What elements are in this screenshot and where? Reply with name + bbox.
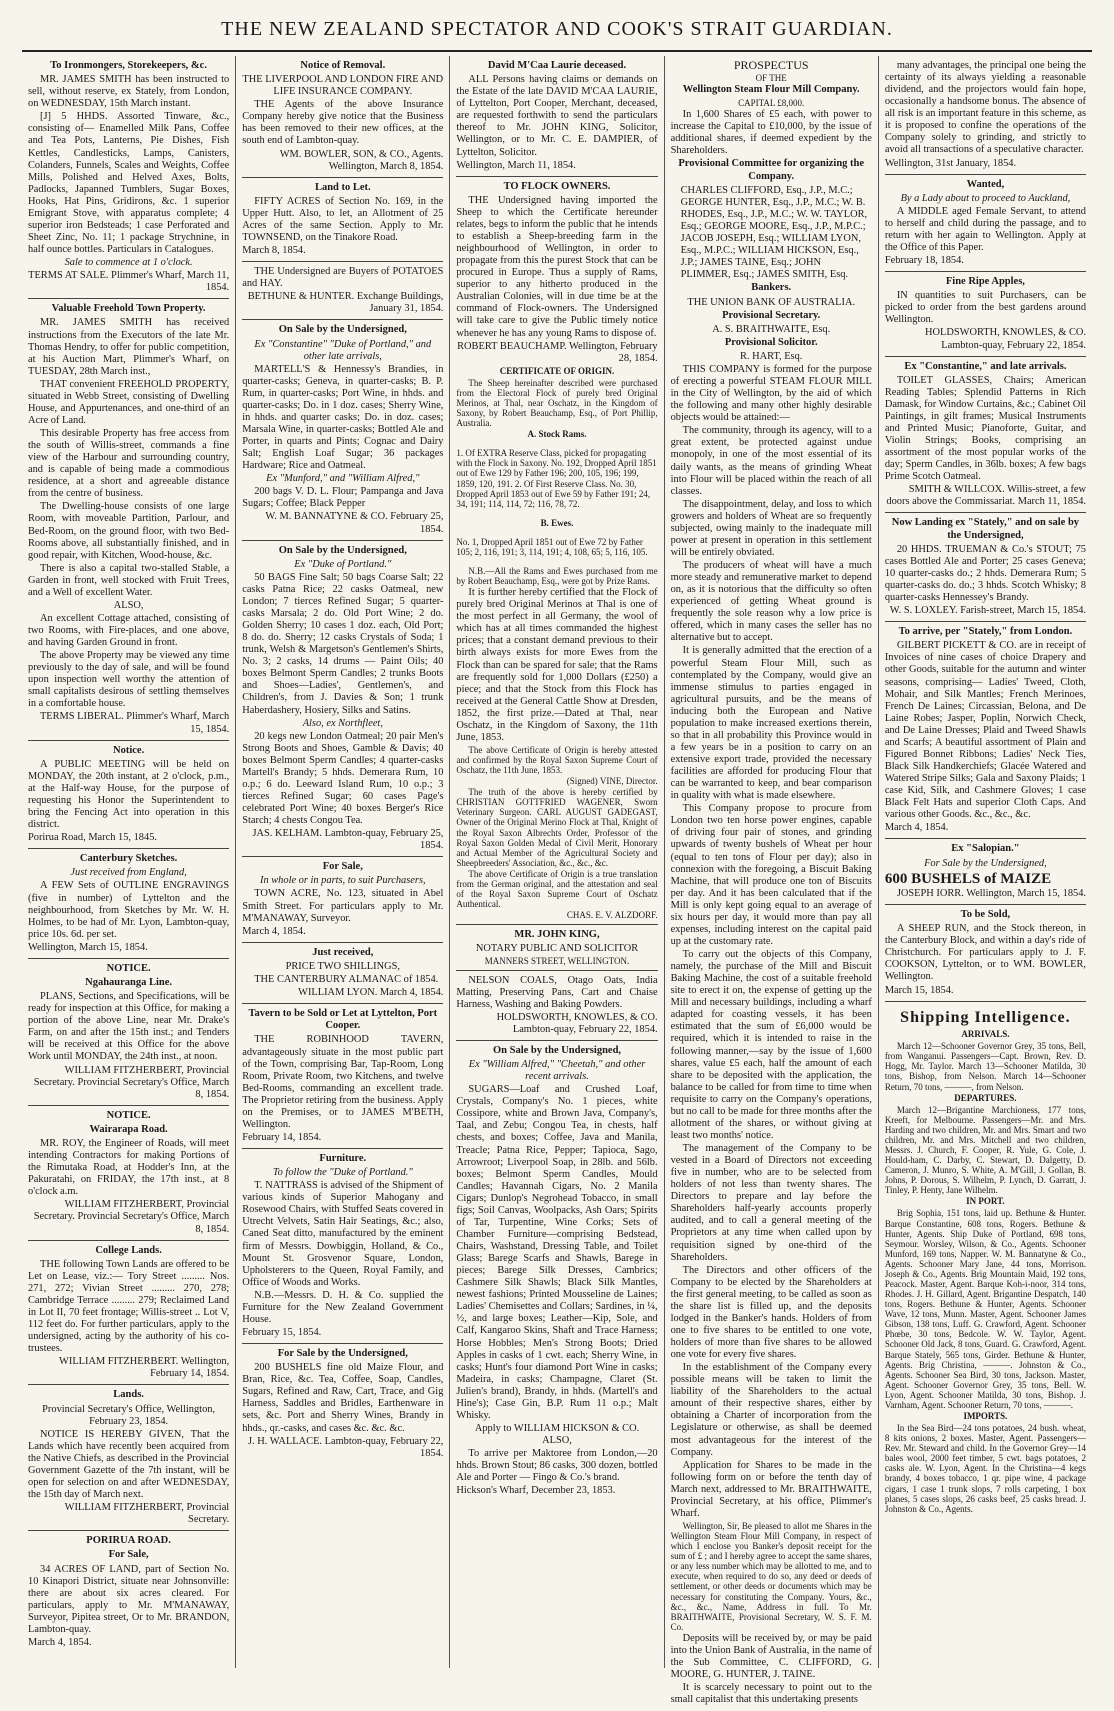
ad-robinhood-tavern [242, 1004, 443, 1149]
ad-text: The management of the Company to be vested in a Board of Directors not exceeding five in number, who are to be selected from holders of not less than twenty shares. The Directors to prepare and lay before the Shareholders half-yearly accounts properly audited, and to call a general meeting of the Proprietors at any time when called upon by requisition signed by one-third of the Shareholders. [670, 1143, 872, 1263]
ad-kelham-sale [242, 541, 443, 858]
ad-text: It is further hereby certified that the Flock of purely bred Original Merinos at Thal is one of the most perfect in all Germany, the wool of which has at all times commanded the highest prices; that a constant demand previous to their birth always exists for more Ewes from the Flock than can be spared for sale; that the Rams are frequently sold for 1,000 Dollars (£250) a piece; and that the Stock from this Flock has received at the General Cattle Show at Dresden, 1852, the first prize.—Dated at Thal, near Oschatz, in the Kingdom of Saxony, the 11th June, 1853. [456, 587, 658, 743]
ad-heading: David M'Caa Laurie deceased. [487, 60, 627, 71]
ad-subheading: In whole or in parts, to suit Purchasers, [260, 875, 426, 887]
ad-text: 34 ACRES OF LAND, part of Section No. 10 Kinapori District, situate near Johnsonville: there are about six acres cleared. For particulars, apply to Mr. M'MANAWAY, Surveyor, Pipitea street, Or to Mr. BRANDON, Lambton-quay. [28, 1563, 230, 1635]
ad-college-lands [28, 1241, 229, 1386]
ad-list: 200 bags V. D. L. Flour; Pampanga and Java Sugars; Coffee; Black Pepper [242, 486, 444, 510]
ad-heading: MR. JOHN KING, [514, 929, 600, 941]
ad-subheading: Ex "Constantine" "Duke of Portland," and other late arrivals, [254, 338, 432, 362]
column-1 [22, 56, 236, 1668]
ad-subheading: Provisional Committee for organizing the Company. [678, 158, 865, 182]
ad-text: A. S. BRAITHWAITE, Esq. [712, 323, 831, 335]
ad-wallace-sale [242, 1344, 443, 1464]
ad-heading: NOTICE. [106, 962, 151, 974]
ad-heading: For Sale, [322, 861, 363, 873]
ad-text: To arrive per Maktoree from London,—20 hhds. Brown Stout; 86 casks, 300 dozen, bottled Ale and Porter — Fingo & Co.'s brand. [456, 1448, 658, 1484]
ad-text: This desirable Property has free access from the south of Willis-street, commands a fine view of the Harbour and surrounding country, and is capable of being made a commodious residence, at a short and agreeable distance from the centre of business. [28, 428, 230, 500]
ad-ripe-apples [885, 272, 1086, 356]
ad-signature: JAS. KELHAM. Lambton-quay, February 25, 1854. [252, 828, 444, 852]
ad-text: An excellent Cottage attached, consisting of two Rooms, with Fire-places, and one above, and having Garden Ground in front. [28, 612, 230, 649]
ad-subheading: To follow the "Duke of Portland." [272, 1167, 413, 1179]
ad-text: R. HART, Esq. [740, 350, 803, 362]
ad-text: The above Property may be viewed any time previously to the day of sale, and will be found upon inspection well worthy the attention of small capitalists desirous of settling themselves in a comfortable house. [28, 650, 230, 710]
ad-text: THE Agents of the above Insurance Company hereby give notice that the Business has been removed to their new offices, at the south end of Lambton-quay. [242, 99, 444, 147]
ad-text: MR. JAMES SMITH has received instructions from the Executors of the late Mr. Thomas Hendry, to offer for public competition, at his Auction Mart, Plimmer's Wharf, on TUESDAY, 28th March inst., [28, 317, 230, 377]
ad-land-to-let [242, 178, 443, 262]
ad-text: N.B.—All the Rams and Ewes purchased from me by Robert Beauchamp, Esq., were got by Prize Rams. [456, 565, 658, 587]
ad-signature: February 18, 1854. [884, 255, 964, 267]
ad-prospectus-continued [885, 56, 1086, 175]
ad-text: In the establishment of the Company every possible means will be taken to limit the liability of the Shareholders to the actual amount of their respective shares, either by obtaining a Charter of incorporation from the Legislature or otherwise, as shall be deemed most advantageous for the interest of the Company. [670, 1362, 872, 1458]
ad-dateline: Provincial Secretary's Office, Wellington, February 23, 1854. [42, 1403, 216, 1427]
ad-signature: SMITH & WILLCOX. Willis-street, a few doors above the Commissariat. March 11, 1854. [886, 484, 1087, 508]
ad-list: 50 BAGS Fine Salt; 50 bags Coarse Salt; 22 casks Patna Rice; 22 casks Oatmeal, new London; 7 tierces Refined Sugar; 5 quarter-casks Marsala; 2 do. Old Port Wine; 2 do. Golden Sherry; 10 cases 1 doz. each, Old Port; 8 do. do. Sherry; 12 casks Crystals of Soda; 1 trunk, Welsh & Margetson's Gentlemen's Shirts, No. 3; 2 casks, 14 drums — Paint Oils; 40 boxes Belmont Sperm Candles; 2 trunks Boots and Shoes—Ladies', Gentlemen's, and Children's, from J. Davies & Son; 1 trunk Haberdashery, Hosiery, Silks and Satins. [242, 571, 444, 716]
ad-toilet-glasses [885, 357, 1086, 514]
ad-text: A SHEEP RUN, and the Stock thereon, in the Canterbury Block, and within a day's ride of Christchurch. For particulars apply to J. F. COOKSON, Lyttelton, or to WM. BOWLER, Wellington. [884, 923, 1087, 983]
section-text: March 12—Brigantine Marchioness, 177 tons, Kreeft, for Melbourne. Passengers—Mr. and Mrs. Harding and two children, Mr. and Mrs. Smart and two children, Mr. and Mrs. Mitchell and two children, Messrs. J. Church, F. Cooper, R. Yule, G. Cole, J. Hould-ham, C. Darby, C. Stewart, D. Dalgetty, D. Cameron, J. Munro, S. White, A. M'Gill, J. Gollan, B. Johns, P. Dorous, S. Wilhelm, P. Lynch, D. Garratt, J. Tinley, P. Henty, Jane Wilhelm. [884, 1104, 1087, 1196]
ad-sheep-run [885, 905, 1086, 1002]
ad-text: 600 BUSHELS of MAIZE [884, 870, 1052, 887]
ad-text: The above Certificate of Origin is a true translation from the German original, and the attestation and seal of the Royal Saxon Supreme Court of Oschatz Authentical. [456, 868, 658, 910]
ad-text: The Directors and other officers of the Company to be elected by the Shareholders at the first general meeting, to be called as soon as the share list is filled up, and the deposits lodged in the Banker's hands. Holders of from one to five shares to be entitled to one vote, holders of more than five shares to be allowed one vote for every five shares. [670, 1264, 872, 1361]
ad-heading: For Sale by the Undersigned, [277, 1348, 408, 1360]
ad-signature: TERMS LIBERAL. Plimmer's Wharf, March 15, 1854. [39, 711, 230, 735]
ad-signature: Wellington, 31st January, 1854. [884, 157, 1017, 169]
ad-text: It is scarcely necessary to point out to the small capitalist that this undertaking presents [670, 1682, 872, 1706]
ad-heading: To be Sold, [960, 909, 1011, 921]
ad-lands [28, 1385, 229, 1531]
ad-canterbury-almanac [242, 943, 443, 1004]
ad-text: To carry out the objects of this Company, namely, the purchase of the Mill and Biscuit Baking Machine, the cost of a suitable freehold site to erect it on, the expense of getting up the Mill and necessary buildings, including a wharf adapted for coasting vessels, it has been estimated that the sum of £6,000 would be required, which it is intended to raise in the following manner,—say by the issue of 1,600 shares, value £5 each, half the amount of each share to be deposited with the application, the balance to be called for from time to time when requisite to carry on the Company's operations, but no call to be made for three months after the allotment of the shares, or without giving at least two months' notice. [670, 949, 872, 1141]
ad-subheading: NOTARY PUBLIC AND SOLICITOR [475, 943, 639, 955]
ad-flour-mill-prospectus [671, 56, 872, 1711]
ad-signature: February 14, 1854. [242, 1131, 322, 1143]
ad-subheading: MANNERS STREET, WELLINGTON. [484, 955, 630, 966]
ad-text: The community, through its agency, will to a great extent, be protected against undue monopoly, in one of the most essential of its daily wants, as the means of grinding Wheat into Flour will be placed within the reach of all classes. [670, 425, 872, 497]
ad-signature: March 4, 1854. [884, 822, 949, 834]
ad-text: A MIDDLE aged Female Servant, to attend to herself and child during the passage, and to return with her again to Wellington. Apply at the Office of this Paper. [884, 205, 1087, 253]
section-heading: Shipping Intelligence. [900, 1008, 1071, 1026]
ad-text: NELSON COALS, Otago Oats, India Matting, Preserving Pans, Cart and Chaise Harness, Washing and Baking Powders. [456, 974, 658, 1010]
ad-signature: Porirua Road, March 15, 1845. [28, 832, 157, 844]
ad-text: TOWN ACRE, No. 123, situated in Abel Smith Street. For particulars apply to Mr. M'MANAWAY, Surveyor. [242, 888, 444, 924]
ad-list: [J] 5 HHDS. Assorted Tinware, &c., consisting of— Enamelled Milk Pans, Coffee and Tea Pots, Lanterns, Pie Dishes, Fish Kettles, Candlesticks, Lamps, Canisters, Colanders, Funnels, Scales and Weights, Coffee Mills, Polished and Helved Axes, Bolts, Padlocks, Japanned Tumblers, Sugar Boxes, Hooks, Hat Pins, Gridirons, &c. 1 superior Emigrant Stove, with apparatus complete; 4 superior iron Bedsteads; 1 case Perforated and Sheet Zinc, No. 11; 1 package Strychnine, in half ounce bottles. Particulars in Catalogues. [28, 111, 230, 256]
ad-text: Application for Shares to be made in the following form on or before the tenth day of March next, addressed to Mr. BRAITHWAITE, Provincial Secretary, at his office, Plimmer's Wharf. [670, 1459, 872, 1519]
ad-heading: Land to Let. [314, 181, 371, 193]
ad-signature: WILLIAM LYON. March 4, 1854. [298, 987, 444, 999]
ad-text: PLANS, Sections, and Specifications, will be ready for inspection at this Office, for making a portion of the above Line, near Mr. Drake's Farm, on and after the 15th inst.; and Tenders will be received at this Office for the above Work until MONDAY, the 24th inst., at noon. [28, 991, 230, 1063]
ad-signature: WILLIAM FITZHERBERT, Provincial Secretary. [64, 1502, 230, 1526]
ad-porirua-road [28, 1531, 229, 1653]
ad-heading: Ex "Constantine," and late arrivals. [904, 360, 1067, 372]
ad-subheading: Ex "Munford," and "William Alfred," [266, 473, 420, 485]
ad-text: THIS COMPANY is formed for the purpose of erecting a powerful STEAM FLOUR MILL in the City of Wellington, by the aid of which the following and many other highly desirable objects would be attained:— [670, 364, 872, 424]
ad-list: 20 HHDS. TRUEMAN & Co.'s STOUT; 75 cases Bottled Ale and Porter; 25 cases Geneva; 10 quarter-casks do.; 2 hhds. Demerara Rum; 5 quarter-casks do. do.; 3 hhds. Scotch Whisky; 8 quarter-casks Hennessey's Brandy. [884, 543, 1087, 604]
ad-heading: On Sale by the Undersigned, [278, 544, 407, 556]
ad-canterbury-sketches [28, 849, 229, 959]
ad-heading: On Sale by the Undersigned, [278, 324, 407, 336]
ad-heading: On Sale by the Undersigned, [492, 1044, 622, 1056]
ad-text: There is also a capital two-stalled Stable, a Garden in front, well stocked with Fruit Trees, and a Well of excellent Water. [28, 562, 230, 598]
ad-hickson-sale [456, 1041, 657, 1501]
ad-subheading: CERTIFICATE OF ORIGIN. [499, 365, 615, 376]
ad-text: T. NATTRASS is advised of the Shipment of various kinds of Superior Mahogany and Rosewood Chairs, with Stuffed Seats covered in Utrecht Velvets, Satin Hair Seatings, &c.; also, Caned Seat ditto, manufactured by the eminent firm of Messrs. Dowbiggin, Holland, & Co., Mount St. Grosvenor Square, London, Upholsterers to the Queen, Royal Family, and Office of Woods and Works. [242, 1180, 444, 1288]
ad-signature: JOSEPH IORR. Wellington, March 15, 1854. [896, 887, 1087, 899]
ad-text: The truth of the above is hereby certified by CHRISTIAN GOTTFRIED WAGENER, Sworn Veterinary Surgeon. CARL AUGUST GADEGAST, Owner of the Original Merino Flock at Thal, Knight of the Royal Saxon Albrechts Order, Professor of the Royal Saxon Golden Medal of Civil Merit, Honorary and Actual Member of the Agricultural Society and Sheepbreeders' Association, &c., &c., &c. [456, 787, 658, 868]
ad-bannatyne-sale [242, 320, 443, 540]
ad-subheading: Ex "William Alfred," "Cheetah," and other recent arrivals. [468, 1059, 646, 1083]
ad-text: N.B.—Messrs. D. H. & Co. supplied the Furniture for the New Zealand Government House. [242, 1289, 444, 1325]
section-text: Brig Sophia, 151 tons, laid up. Bethune & Hunter. Barque Constantine, 608 tons, Rogers. Bethune & Hunter, Agents. Ship Duke of Portland, 698 tons, Seymour. Worsley, Wilson, & Co., Agents. Schooner Munford, 169 tons, Napper. W. M. Bannatyne & Co., Agents. Schooner Mary Jane, 44 tons, Morrison. Joseph & Co., Agents. Brig Mountain Maid, 192 tons, Peacock. Master, Agent. Barque Koh-i-noor, 314 tons, Rhodes. J. H. Gillard, Agent. Brigantine Despatch, 140 tons, Rogers. Bethune & Hunter, Agents. Schooner Wave, 12 tons, Munn. Master, Agent. Schooner James Gibson, 138 tons, Luff. G. Crawford, Agent. Schooner Phœbe, 30 tons, Bedcole. W. W. Taylor, Agent. Schooner Old Jack, 8 tons, Guard. G. Crawford, Agent. Barque Stately, 565 tons, Girder. Bethune & Hunter, Agents. Brig Christina, ———. Johnston & Co., Agents. Schooner Sea Bird, 30 tons, Jackson. Master, Agent. Schooner Governor Grey, 35 tons, Bell. W. Lyon, Agent. Schooner Matilda, 30 tons, Bishop. J. Varnham, Agent. Schooner Return, 70 tons, ———. [884, 1208, 1087, 1410]
ad-list: SUGARS—Loaf and Crushed Loaf, Crystals, Company's No. 1 pieces, white Cossipore, white and Brown Java, Company's, Taal, and Zebu; Congou Tea, in chests, half chests, and boxes; Coffee, Java and Manila, Treacle; Patna Rice, Pepper; Tapioca, Sago, Arrowroot; Liverpool Soap, in 28lb. and 56lb. boxes; Belmont Sperm Candles, Mould Candles; Havannah Cigars, No. 2 Manila Cigars; Dunlop's Negrohead Tobacco, in small figs; Soil Canvas, Woolpacks, Ash Oars; Spirits of Tar, Turpentine, Wine Corks; Sets of Chamber Furniture—comprising Bedstead, Chairs, Washstand, Dressing Table, and Toilet Glass; Barege Scarfs and Shawls, Barege in pieces; Barege Silk Dresses, Cambrics; Cashmere Silk Shawls; Black Silk Mantles, newest fashions; Printed Mousseline de Laines; Ladies' Chemisettes and Collars; Sardines, in ¼, ½, and large boxes; Leather—Kip, Sole, and Calf, Kangaroo Skins, Shaft and Trace Harness; Horse Hobbles; Men's Strong Boots; Dried Apples in casks of 1 cwt. each; Sherry Wine, in casks; Hunt's four diamond Port Wine in casks; Madeira, in casks; Champagne, Claret (St. Julien's brand), Brandy, in hhds. (Martell's and Hine's); Case Gin, B.P. Rum 11 o.p.; Malt Whisky. [456, 1084, 658, 1421]
ad-text: MR. ROY, the Engineer of Roads, will meet intending Contractors for making Portions of the Rimutaka Road, at Hodder's Inn, at the Pakuratahi, on FRIDAY, the 17th inst., at 8 o'clock a.m. [28, 1138, 230, 1198]
ad-ironmongers [28, 56, 229, 299]
ad-signature: Wellington, March 15, 1854. [28, 941, 148, 953]
ad-freehold-property [28, 299, 229, 740]
ad-ngahauranga-line [28, 959, 229, 1106]
ad-heading: Furniture. [319, 1153, 367, 1164]
ad-heading: Now Landing ex "Stately," and on sale by the Undersigned, [891, 517, 1080, 541]
ad-text: The Sheep hereinafter described were purchased from the Electoral Flock of purely bred Original Merinos, at Thal, near Oschatz, in the Kingdom of Saxony, by Robert Beauchamp, Esq., of Port Phillip, Australia. [456, 377, 658, 429]
column-4 [665, 56, 879, 1706]
ad-heading: Just received, [312, 946, 374, 958]
ad-text: NOTICE IS HEREBY GIVEN, That the Lands which have recently been acquired from the Native Chiefs, as described in the Provincial Government Gazette of the 7th instant, will be open for selection on and after WEDNESDAY, the 15th day of March next. [28, 1428, 230, 1500]
ad-signature: Wellington, March 11, 1854. [456, 159, 576, 171]
ad-list: MARTELL'S & Hennessy's Brandies, in quarter-casks; Geneva, in quarter-casks; B. P. Rum, in quarter-casks; Port Wine, in hhds. and quarter-casks; Do. in 1 doz. cases; Sherry Wine, in hhds. and quarter casks; Do. in doz. cases; Marsala Wine, in quarter-casks; Bottled Ale and Porter, in quarts and Pints; Cognac and Dairy Salt; English Loaf Sugar; 36 packages Hardware; Rice and Oatmeal. [242, 363, 444, 472]
ad-text: The disappointment, delay, and loss to which growers and holders of Wheat are so frequently subjected, owing mainly to the inadequate mill power at present in operation in this settlement will be entirely obviated. [670, 498, 872, 558]
ad-heading: Lands. [113, 1389, 144, 1401]
ad-heading: Canterbury Sketches. [79, 853, 178, 865]
ad-subheading: A. Stock Rams. [527, 429, 587, 440]
ad-text: IN quantities to suit Purchasers, can be picked to order from the best gardens around Wellington. [884, 290, 1087, 326]
section-subheading: DEPARTURES. [954, 1092, 1017, 1103]
ad-subheading: Ngahauranga Line. [85, 976, 173, 988]
ad-text: FIFTY ACRES of Section No. 169, in the Upper Hutt. Also, to let, an Allotment of 25 Acres of the same Section. Apply to Mr. TOWNSEND, on the Tinakore Road. [242, 195, 444, 244]
ad-list: TOILET GLASSES, Chairs; American Reading Tables; Splendid Patterns in Rich Damask, for Window Curtains, &c.; Cabinet Oil Paintings, in gilt frames; Musical Instruments and Printed Music; Pianoforte, Guitar, and Violin Strings; Books, comprising an assortment of the most popular works of the day; Sperm Candles, in 36lb. boxes; A few bags Prime Scotch Oatmeal. [884, 374, 1087, 483]
ad-text: A PUBLIC MEETING will be held on MONDAY, the 20th instant, at 2 o'clock, p.m., at the Half-way House, for the purpose of requesting his Honor the Superintendent to bring the Fencing Act into operation in this district. [28, 758, 230, 831]
ad-signature: WILLIAM FITZHERBERT. Wellington, February 14, 1854. [59, 1356, 230, 1380]
ad-text: THE ROBINHOOD TAVERN, advantageously situate in the most public part of the Town, comprising Bar, Tap-Room, Long Room, Private Room, two Kitchens, and twelve Bed-Rooms, commanding an excellent trade. The Proprietor retiring from the business. Apply on the Premises, or to JAMES M'BETH, Wellington. [242, 1034, 444, 1130]
ad-signature: WM. BOWLER, SON, & CO., Agents. Wellington, March 8, 1854. [279, 148, 444, 172]
ad-notice-of-removal [242, 56, 443, 178]
ad-furniture [242, 1149, 443, 1344]
ad-signature: (Signed) VINE, Director. [566, 776, 658, 787]
ad-text: THE UNION BANK OF AUSTRALIA. [687, 296, 856, 308]
ad-signature: J. H. WALLACE. Lambton-quay, February 22, 1854. [248, 1435, 444, 1459]
ad-also: ALSO, [542, 1435, 572, 1446]
column-2 [236, 56, 450, 1668]
ad-text: ALL Persons having claims or demands on the Estate of the late DAVID M'CAA LAURIE, of Lyttelton, Port Cooper, Merchant, deceased, are requested forthwith to send the particulars thereof to Mr. JOHN KING, Solicitor, Wellington, or to Mr. C. E. DAMPIER, of Lyttelton, Solicitor. [456, 74, 658, 158]
ad-text: The Dwelling-house consists of one large Room, with moveable Partition, Parlour, and Bed-Room, on the ground floor, with two Bed-Rooms above, all substantially finished, and in good repair, with Kitchen, Wood-house, &c. [28, 501, 230, 561]
ad-laurie-estate [456, 56, 657, 177]
ad-public-meeting [28, 741, 229, 850]
ad-also: ALSO, [113, 599, 144, 611]
ad-text: THE CANTERBURY ALMANAC of 1854. [254, 973, 439, 985]
ad-text: In 1,600 Shares of £5 each, with power to increase the Capital to £10,000, by the issue of additional shares, if deemed expedient by the Shareholders. [670, 109, 872, 157]
ad-title: Wellington Steam Flour Mill Company. [682, 83, 860, 95]
ad-signature: March 8, 1854. [242, 245, 306, 257]
ad-subheading: Just received from England, [70, 867, 187, 879]
ad-table: No. 1, Dropped April 1851 out of Ewe 72 by Father 105; 2, 116, 191; 3, 114, 191; 4, 108, 65; 5, 116, 105. [456, 536, 648, 557]
ad-maize [885, 839, 1086, 905]
ad-nelson-coals [456, 971, 657, 1041]
ad-pickett-drapery [885, 622, 1086, 839]
ad-subheading: CAPITAL £8,000. [738, 98, 805, 109]
ad-signature: March 15, 1854. [884, 984, 954, 996]
ad-heading: TO FLOCK OWNERS. [503, 180, 611, 192]
ad-signature: March 4, 1854. [28, 1636, 92, 1648]
ad-list: CHARLES CLIFFORD, Esq., J.P., M.C.; GEORGE HUNTER, Esq., J.P., M.C.; W. B. RHODES, Esq., J.P., M.C.; W. W. TAYLOR, Esq.; GEORGE MOORE, Esq., J.P., M.P.C.; JACOB JOSEPH, Esq.; WILLIAM LYON, Esq., M.P.C.; WILLIAM HICKSON, Esq., J.P.; JAMES TAINE, Esq.; JOHN PLIMMER, Esq.; JAMES SMITH, Esq. [680, 184, 868, 281]
ad-potatoes-hay [242, 262, 443, 320]
section-text: In the Sea Bird—24 tons potatoes, 24 bush. wheat, 8 kits onions, 2 boxes. Master, Agent. Passengers—Rev. Mr. Steward and child. In the Governor Grey—14 bales wool, 2000 feet timber, 5 cwt. bags potatoes, 2 casks ale. W. Lyon, Agent. In the Christina—4 kegs brandy, 4 boxes tobacco, 1 qr. pipe wine, 4 package cigars, 1 case 1 trunk slops, 7 rolls carpeting, 1 box planes, 5 cases slops, 26 casks beef, 25 casks bread. J. Johnston & Co., Agents. [884, 1423, 1087, 1514]
ad-signature: February 15, 1854. [242, 1326, 322, 1338]
section-text: March 12—Schooner Governor Grey, 35 tons, Bell, from Wanganui. Passengers—Capt. Brown, Rev. D. Hogg, Mr. Taylor. March 13—Schooner Matilda, 30 tons, Bishop, from Nelson. March 14—Schooner Return, 70 tons, ———, from Nelson. [884, 1041, 1087, 1092]
ad-subheading: For Sale by the Undersigned, [924, 857, 1047, 869]
ad-subheading: For Sale, [108, 1549, 149, 1561]
ad-text: A FEW Sets of OUTLINE ENGRAVINGS (five in number) of Lyttelton and the neighbourhood, from Sketches by Mr. W. H. Holmes, to be had of Mr. Lyon, Lambton-quay, price 10s. 6d. per set. [28, 880, 230, 940]
ad-signature: HOLDSWORTH, KNOWLES, & CO. Lambton-quay, February 22, 1854. [925, 327, 1087, 351]
columns [22, 56, 1092, 1706]
column-5 [879, 56, 1092, 1668]
ad-heading: Notice of Removal. [300, 60, 386, 71]
ad-subheading: Ex "Duke of Portland." [294, 558, 392, 570]
ad-subheading: B. Ewes. [540, 517, 574, 528]
section-subheading: ARRIVALS. [961, 1029, 1010, 1040]
ad-subheading: Provisional Solicitor. [724, 336, 818, 348]
ad-text: Deposits will be received by, or may be paid into the Union Bank of Australia, in the name of the Sub Committee, C. CLIFFORD, G. MOORE, G. HUNTER, J. TAINE. [670, 1632, 872, 1681]
ad-heading: PROSPECTUS [733, 58, 809, 72]
ad-signature: W. S. LOXLEY. Farish-street, March 15, 1854. [889, 605, 1087, 617]
section-subheading: IMPORTS. [963, 1411, 1008, 1422]
masthead-rule [22, 50, 1092, 52]
shipping-intelligence [885, 1002, 1086, 1519]
ad-subheading: Sale to commence at 1 o'clock. [64, 257, 193, 269]
ad-signature: HOLDSWORTH, KNOWLES, & CO. Lambton-quay, February 22, 1854. [496, 1011, 658, 1035]
ad-heading: Fine Ripe Apples, [945, 276, 1025, 288]
ad-heading: NOTICE. [106, 1109, 151, 1121]
ad-signature: ROBERT BEAUCHAMP. Wellington, February 28, 1854. [457, 340, 658, 364]
ad-heading: Valuable Freehold Town Property. [51, 303, 206, 315]
ad-heading: Wanted, [966, 178, 1005, 190]
ad-text: THE Undersigned having imported the Sheep to which the Certificate hereunder relates, begs to inform the public that he intends to establish a Sheep-breeding farm in the neighbourhood of Wellington, in order to propagate from this the purest Stock that can be procured in Europe. Thus a supply of Rams, superior to any hitherto produced in the Australian Colonies, will in due time be at the command of Flock-owners. The Undersigned will take care to give the Public timely notice whenever he has any young Rams to dispose of. [456, 194, 658, 339]
ad-text: It is generally admitted that the erection of a powerful Steam Flour Mill, such as contemplated by the Company, would give an immense stimulus to parties engaged in agricultural pursuits, and be the means of inducing both the European and Native population to make increased exertions therein, so that in all probability this Province would in a few years be in a position to carry on an extensive export trade, provided the necessary facilities are afforded for producing Flour that can be warranted to keep, and bear comparison in quality with what is made elsewhere. [670, 645, 872, 802]
ad-heading: To arrive, per "Stately," from London. [898, 626, 1073, 638]
ad-text: The producers of wheat will have a much more steady and remunerative market to depend on, as it is notorious that the difficulty so often experienced of getting Wheat ground is frequently the sole reason why a low price is offered, which in many cases the seller has no alternative but to accept. [670, 560, 872, 644]
ad-signature: BETHUNE & HUNTER. Exchange Buildings, January 31, 1854. [247, 291, 444, 315]
ad-subheading: Wairarapa Road. [89, 1123, 168, 1135]
ad-signature: CHAS. E. V. ALZDORF. [566, 910, 658, 921]
section-subheading: IN PORT. [966, 1196, 1005, 1207]
ad-text: The above Certificate of Origin is hereby attested and confirmed by the Royal Saxon Supreme Court of Oschatz, the 11th June, 1853. [456, 744, 658, 776]
ad-title: THE LIVERPOOL AND LONDON FIRE AND LIFE INSURANCE COMPANY. [242, 74, 444, 98]
ad-signature: TERMS AT SALE. Plimmer's Wharf, March 11, 1854. [28, 270, 230, 294]
ad-signature: WILLIAM FITZHERBERT, Provincial Secretary. Provincial Secretary's Office, March 8, 1854. [33, 1199, 230, 1235]
ad-wanted-servant [885, 175, 1086, 273]
ad-signature: March 4, 1854. [242, 925, 306, 937]
column-3 [450, 56, 664, 1668]
ad-town-acre [242, 857, 443, 942]
ad-text: THAT convenient FREEHOLD PROPERTY, situated in Webb Street, consisting of Dwelling House, and Appurtenances, and one-third of an Acre of Land. [28, 378, 230, 426]
ad-subheading: Provisional Secretary. [722, 309, 821, 321]
ad-text: THE following Town Lands are offered to be Let on Lease, viz.:— Tory Street ......... Nos. 271, 272; Vivian Street ......... 270, 278; Cambridge Terrace ......... 279; Reclaimed Land in Lot II, 70 feet frontage; Willis-street .. Lot V, 112 feet do. For further particulars, apply to the undersigned, acting by the authority of his co-trustees. [28, 1258, 230, 1355]
ad-form: Wellington, Sir, Be pleased to allot me Shares in the Wellington Steam Flour Mill Company, in respect of which I enclose you Banker's deposit receipt for the sum of £ ; and I hereby agree to accept the same shares, or any less number which may be allotted to me, and to execute, when required to do so, any deed or deeds of settlement, or other deeds or documents which may be necessary for constituting the Company. Yours, &c., &c., &c., Name, Address in full. To Mr. BRAITHWAITE, Provisional Secretary, W. S. F. M. Co. [670, 1520, 872, 1632]
ad-signature: Apply to WILLIAM HICKSON & CO. [474, 1422, 640, 1434]
ad-heading: College Lands. [95, 1244, 162, 1256]
ad-text: THE Undersigned are Buyers of POTATOES and HAY. [242, 266, 444, 290]
ad-text: many advantages, the principal one being the certainty of its always yielding a reasonable dividend, and the projectors would fain hope, occasionally a handsome bonus. The absence of all risk is an important feature in this scheme, as it is proposed to confine the operations of the Company solely to grinding, and strictly to avoid all transactions of a speculative character. [884, 60, 1087, 156]
ad-text: MR. JAMES SMITH has been instructed to sell, without reserve, ex Stately, from London, on WEDNESDAY, 15th March instant. [28, 74, 230, 110]
ad-heading: Notice. [113, 744, 145, 756]
ad-wairarapa-road [28, 1106, 229, 1241]
ad-subheading: OF THE [755, 72, 787, 83]
ad-loxley-stout [885, 513, 1086, 622]
masthead: THE NEW ZEALAND SPECTATOR AND COOK'S STRAIT GUARDIAN. [221, 18, 893, 40]
ad-signature: W. M. BANNATYNE & CO. February 25, 1854. [265, 511, 444, 535]
ad-table: 1. Of EXTRA Reserve Class, picked for propagating with the Flock in Saxony. No. 192, Dropped April 1851 out of Ewe 129 by Father 196; 200, 105, 196; 199, 1859, 120, 191. 2. Of First Reserve Class. No. 30, Dropped April 1853 out of Ewe 59 by Father 191; 24, 34, 191; 114, 114, 72; 116, 78, 72. [456, 448, 657, 509]
ad-text: This Company propose to procure from London two ten horse power engines, capable of driving four pair of stones, and grinding upwards of twenty bushels of Wheat per hour (equal to ten tons of Flour per day); also in connexion with the foregoing, a Biscuit Baking Machine, that will produce one ton of Biscuits per day. And it has been calculated that if the Mill is only kept going equal to an average of six hours per day, it would more than pay all expenses, including interest on the capital paid up at the customary rate. [670, 803, 872, 947]
ad-text: GILBERT PICKETT & CO. are in receipt of Invoices of nine cases of choice Drapery and other Goods, suitable for the autumn and winter seasons, comprising— Ladies' Tweed, Cloth, Mohair, and Silk Mantles; French Merinoes, French De Laines; Circassian, Belona, and De Laine Robes; Jasper, Poplin, Norwich Check, and De Laine Dresses; Plaid and Tweed Shawls and Scarfs; A beautiful assortment of Plain and Figured Bonnet Ribbons; Ladies' Neck Ties, Black Silk Handkerchiefs; Glacée Watered and Watered Stripe Silks; Gala and Saxony Plaids; 1 case Kid, Silk, and Cashmere Gloves; 1 case Black Felt Hats and superior Cloth Caps. And various other Goods. &c., &c., &c. [884, 640, 1087, 821]
ad-john-king [456, 925, 657, 970]
ad-signature: WILLIAM FITZHERBERT, Provincial Secretary. Provincial Secretary's Office, March 8, 1854. [33, 1064, 230, 1100]
ad-heading: PORIRUA ROAD. [86, 1535, 171, 1547]
ad-flock-owners [456, 177, 657, 926]
ad-subheading: PRICE TWO SHILLINGS, [285, 960, 400, 972]
ad-subheading: By a Lady about to proceed to Auckland, [900, 192, 1071, 204]
ad-heading: Tavern to be Sold or Let at Lyttelton, Port Cooper. [248, 1008, 438, 1032]
ad-heading: Ex "Salopian." [951, 843, 1020, 855]
ad-subheading: Bankers. [751, 282, 792, 294]
ad-list: 20 kegs new London Oatmeal; 20 pair Men's Strong Boots and Shoes, Gamble & Davis; 40 boxes Belmont Sperm Candles; 4 quarter-casks Martell's Brandy; 5 hhds. Demerara Rum, 10 o.p.; 6 do. Leeward Island Rum, 10 o.p.; 3 tierces Refined Sugar; 60 cases Page's celebrated Port Wine; 40 boxes Berger's Rice Starch; 4 chests Congou Tea. [242, 730, 444, 827]
ad-text: 200 BUSHELS fine old Maize Flour, and Bran, Rice, &c. Tea, Coffee, Soap, Candles, Sugars, Refined and Raw, Cart, Trace, and Gig Harness, Saddles and Bridles, Earthenware in sets, &c. Port and Sherry Wines, Brandy in hhds., qr.-casks, and cases &c. &c. &c. [242, 1362, 444, 1434]
ad-signature: Hickson's Wharf, December 23, 1853. [456, 1485, 616, 1497]
ad-heading: To Ironmongers, Storekeepers, &c. [50, 60, 207, 71]
ad-subheading: Also, ex Northfleet, [302, 717, 383, 729]
